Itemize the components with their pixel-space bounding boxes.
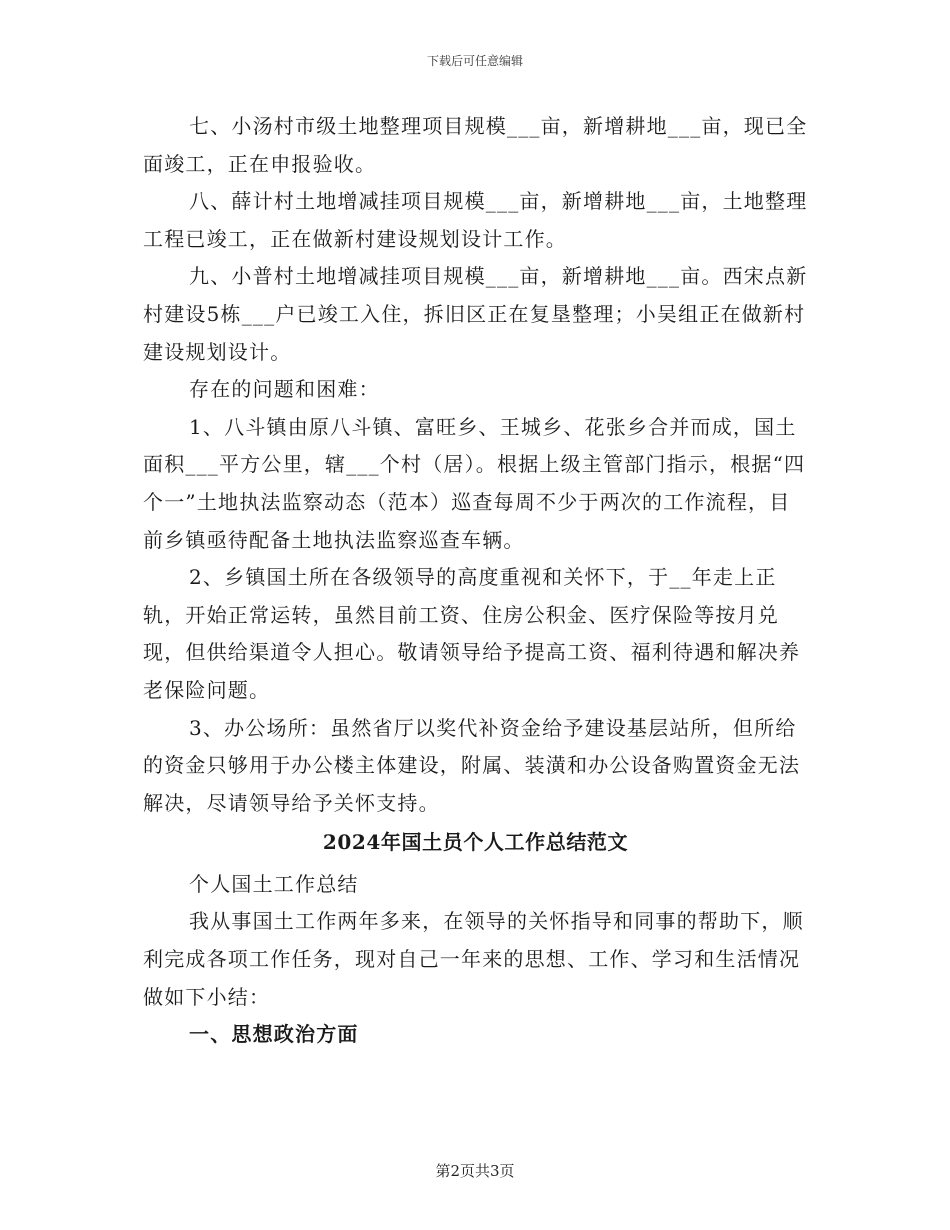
problem-item-3: 3、办公场所：虽然省厅以奖代补资金给予建设基层站所，但所给的资金只够用于办公楼主体建设，附属、装潢和办公设备购置资金无法解决，尽请领导给予关怀支持。 (143, 715, 801, 815)
page-number: 第2页共3页 (435, 1162, 515, 1180)
document-subtitle: 个人国土工作总结 (189, 871, 359, 896)
paragraph-item-9: 九、小普村土地增减挂项目规模___亩，新增耕地___亩。西宋点新村建设5栋___户已竣工入住，拆旧区正在复垦整理；小吴组正在做新村建设规划设计。 (143, 264, 808, 364)
document-body (143, 108, 808, 1054)
problem-item-1: 1、八斗镇由原八斗镇、富旺乡、王城乡、花张乡合并而成，国土面积___平方公里，辖___个村（居）。根据上级主管部门指示，根据“四个一”土地执法监察动态（范本）巡查每周不少于两次的工作流程，目前乡镇亟待配备土地执法监察巡查车辆。 (143, 414, 806, 552)
document-title: 2024年国土员个人工作总结范文 (322, 830, 629, 855)
header-note: 下载后可任意编辑 (426, 54, 523, 68)
problem-item-2: 2、乡镇国土所在各级领导的高度重视和关怀下，于__年走上正轨，开始正常运转，虽然目前工资、住房公积金、医疗保险等按月兑现，但供给渠道令人担心。敬请领导给予提高工资、福利待遇和解决养老保险问题。 (143, 565, 801, 702)
paragraph-item-8: 八、薛计村土地增减挂项目规模___亩，新增耕地___亩，土地整理工程已竣工，正在做新村建设规划设计工作。 (143, 189, 808, 251)
intro-paragraph: 我从事国土工作两年多来，在领导的关怀指导和同事的帮助下，顺利完成各项工作任务，现对自己一年来的思想、工作、学习和生活情况做如下小结： (143, 909, 804, 1009)
paragraph-item-7: 七、小汤村市级土地整理项目规模___亩，新增耕地___亩，现已全面竣工，正在申报验收。 (143, 114, 808, 176)
problems-heading: 存在的问题和困难： (189, 377, 380, 402)
section-heading: 一、思想政治方面 (189, 1022, 359, 1047)
